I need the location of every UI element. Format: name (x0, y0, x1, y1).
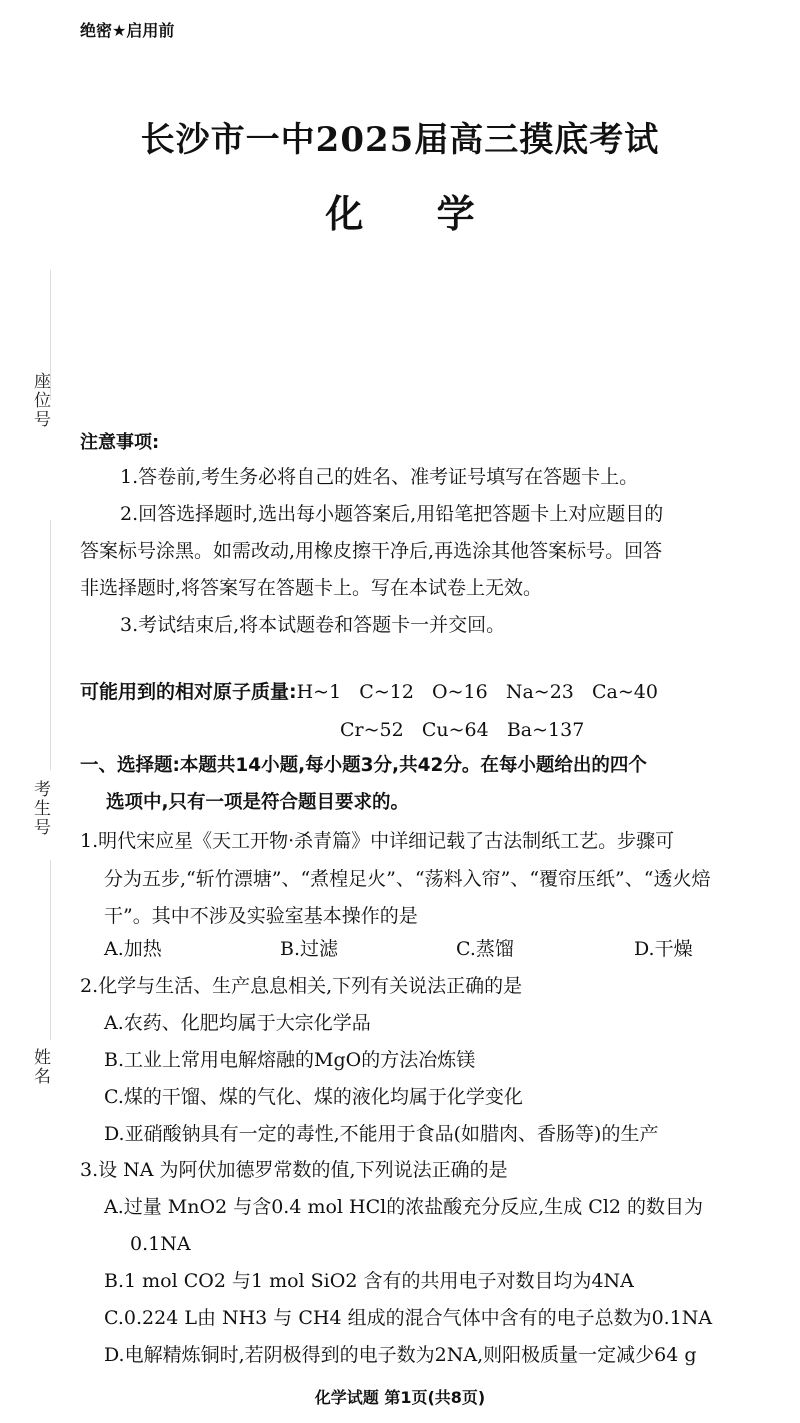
option: B.过滤 (280, 938, 339, 960)
exam-title: 长沙市一中2025届高三摸底考试 (140, 120, 660, 160)
notice-line: 2.回答选择题时,选出每小题答案后,用铅笔把答题卡上对应题目的 (120, 503, 664, 525)
subject-title: 化 学 (325, 191, 475, 236)
question-stem: 干”。其中不涉及实验室基本操作的是 (104, 905, 418, 927)
confidential-mark: 绝密★启用前 (80, 21, 175, 40)
notice-line: 非选择题时,将答案写在答题卡上。写在本试卷上无效。 (80, 577, 543, 599)
binding-line (50, 520, 51, 770)
option: C.0.224 L由 NH3 与 CH4 组成的混合气体中含有的电子总数为0.1NA (104, 1307, 713, 1329)
option: B.工业上常用电解熔融的MgO的方法冶炼镁 (104, 1049, 476, 1071)
binding-line (50, 860, 51, 1040)
option: B.1 mol CO2 与1 mol SiO2 含有的共用电子对数目均为4NA (104, 1270, 634, 1292)
question-stem: 1.明代宋应星《天工开物·杀青篇》中详细记载了古法制纸工艺。步骤可 (80, 830, 675, 852)
question-stem: 分为五步,“斩竹漂塘”、“煮楻足火”、“荡料入帘”、“覆帘压纸”、“透火焙 (104, 868, 711, 890)
section-heading: 选项中,只有一项是符合题目要求的。 (106, 792, 410, 813)
option: C.蒸馏 (456, 938, 514, 960)
question-stem: 2.化学与生活、生产息息相关,下列有关说法正确的是 (80, 975, 523, 997)
atomic-mass-values: Cr~52 Cu~64 Ba~137 (340, 719, 585, 741)
option: A.加热 (104, 938, 162, 960)
seat-number-label: 座位号 (30, 372, 50, 429)
option-continuation: 0.1NA (130, 1233, 191, 1255)
notice-line: 3.考试结束后,将本试题卷和答题卡一并交回。 (120, 614, 506, 636)
candidate-number-label: 考生号 (30, 780, 50, 837)
atomic-mass-label: 可能用到的相对原子质量: (80, 681, 297, 703)
atomic-mass-values: H~1 C~12 O~16 Na~23 Ca~40 (296, 681, 658, 703)
name-label: 姓名 (30, 1048, 50, 1086)
option: D.亚硝酸钠具有一定的毒性,不能用于食品(如腊肉、香肠等)的生产 (104, 1123, 659, 1145)
option: D.干燥 (634, 938, 693, 960)
option: C.煤的干馏、煤的气化、煤的液化均属于化学变化 (104, 1086, 523, 1108)
question-stem: 3.设 NA 为阿伏加德罗常数的值,下列说法正确的是 (80, 1159, 508, 1181)
option: A.农药、化肥均属于大宗化学品 (104, 1012, 371, 1034)
option: D.电解精炼铜时,若阴极得到的电子数为2NA,则阳极质量一定减少64 g (104, 1344, 697, 1366)
section-heading: 一、选择题:本题共14小题,每小题3分,共42分。在每小题给出的四个 (80, 755, 647, 776)
option: A.过量 MnO2 与含0.4 mol HCl的浓盐酸充分反应,生成 Cl2 的数目为 (104, 1196, 704, 1218)
atomic-mass-line (80, 673, 658, 711)
notice-line: 1.答卷前,考生务必将自己的姓名、准考证号填写在答题卡上。 (120, 466, 639, 488)
page-footer: 化学试题 第1页(共8页) (314, 1388, 486, 1407)
notice-line: 答案标号涂黑。如需改动,用橡皮擦干净后,再选涂其他答案标号。回答 (80, 540, 663, 562)
notice-title: 注意事项: (80, 432, 160, 453)
